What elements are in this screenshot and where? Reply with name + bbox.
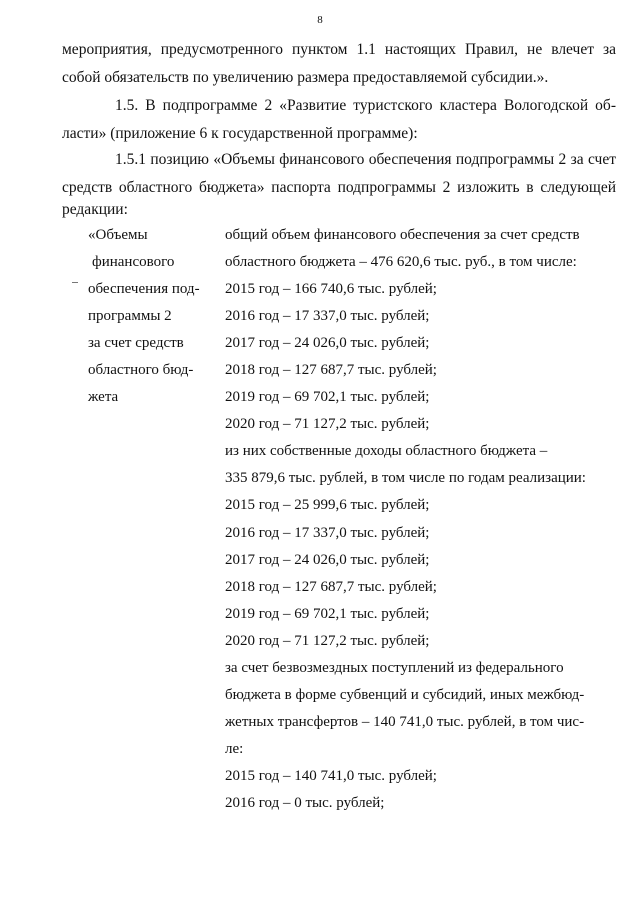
text-line: средств областного бюджета» паспорта подпрограммы 2 изложить в следующей <box>62 179 616 196</box>
table-right-line: 2018 год – 127 687,7 тыс. рублей; <box>225 578 437 595</box>
text-line: собой обязательств по увеличению размера предоставляемой субсидии.». <box>62 69 549 86</box>
table-right-line: 2019 год – 69 702,1 тыс. рублей; <box>225 605 430 622</box>
table-left-line: программы 2 <box>88 308 172 324</box>
table-right-line: 2016 год – 17 337,0 тыс. рублей; <box>225 308 430 325</box>
table-right-line: 2020 год – 71 127,2 тыс. рублей; <box>225 416 430 433</box>
margin-mark <box>72 282 78 283</box>
table-right-line: 2017 год – 24 026,0 тыс. рублей; <box>225 335 430 352</box>
table-right-line: за счет безвозмездных поступлений из федерального <box>225 659 564 676</box>
text-line: мероприятия, предусмотренного пунктом 1.1 настоящих Правил, не влечет за <box>62 41 616 58</box>
table-right-line: общий объем финансового обеспечения за счет средств <box>225 227 580 243</box>
table-left-line: жета <box>88 389 119 405</box>
page-number: 8 <box>317 14 323 26</box>
table-right-line: 2020 год – 71 127,2 тыс. рублей; <box>225 632 430 649</box>
table-right-line: жетных трансфертов – 140 741,0 тыс. рублей, в том чис- <box>225 713 585 730</box>
table-right-line: 2016 год – 17 337,0 тыс. рублей; <box>225 524 430 541</box>
section-1-5-1 <box>62 146 616 224</box>
table-right-line: бюджета в форме субвенций и субсидий, иных межбюд- <box>225 686 585 703</box>
table-right-line: из них собственные доходы областного бюджета – <box>225 443 548 460</box>
table-left-column <box>88 222 218 411</box>
table-left-line: финансового <box>92 254 175 270</box>
table-right-line: 2016 год – 0 тыс. рублей; <box>225 794 385 811</box>
table-right-line: 2015 год – 166 740,6 тыс. рублей; <box>225 281 437 298</box>
text-line: ласти» (приложение 6 к государственной программе): <box>62 125 418 142</box>
table-right-line: 335 879,6 тыс. рублей, в том числе по годам реализации: <box>225 470 586 487</box>
table-right-line: ле: <box>225 740 244 757</box>
table-right-line: 2018 год – 127 687,7 тыс. рублей; <box>225 362 437 379</box>
table-left-line: обеспечения под- <box>88 281 200 297</box>
table-left-line: «Объемы <box>88 227 148 243</box>
table-right-line: областного бюджета – 476 620,6 тыс. руб., в том числе: <box>225 254 577 271</box>
top-paragraph <box>62 36 616 92</box>
table-right-line: 2019 год – 69 702,1 тыс. рублей; <box>225 389 430 406</box>
table-left-line: областного бюд- <box>88 362 194 378</box>
text-line: 1.5.1 позицию «Объемы финансового обеспечения подпрограммы 2 за счет <box>115 151 616 168</box>
table-right-line: 2015 год – 25 999,6 тыс. рублей; <box>225 497 430 514</box>
text-line: 1.5. В подпрограмме 2 «Развитие туристского кластера Вологодской об- <box>115 97 616 114</box>
table-right-line: 2015 год – 140 741,0 тыс. рублей; <box>225 767 437 784</box>
text-line: редакции: <box>62 201 128 218</box>
section-1-5 <box>62 92 616 148</box>
table-right-line: 2017 год – 24 026,0 тыс. рублей; <box>225 551 430 568</box>
table-left-line: за счет средств <box>88 335 184 351</box>
table-right-column <box>225 222 615 817</box>
